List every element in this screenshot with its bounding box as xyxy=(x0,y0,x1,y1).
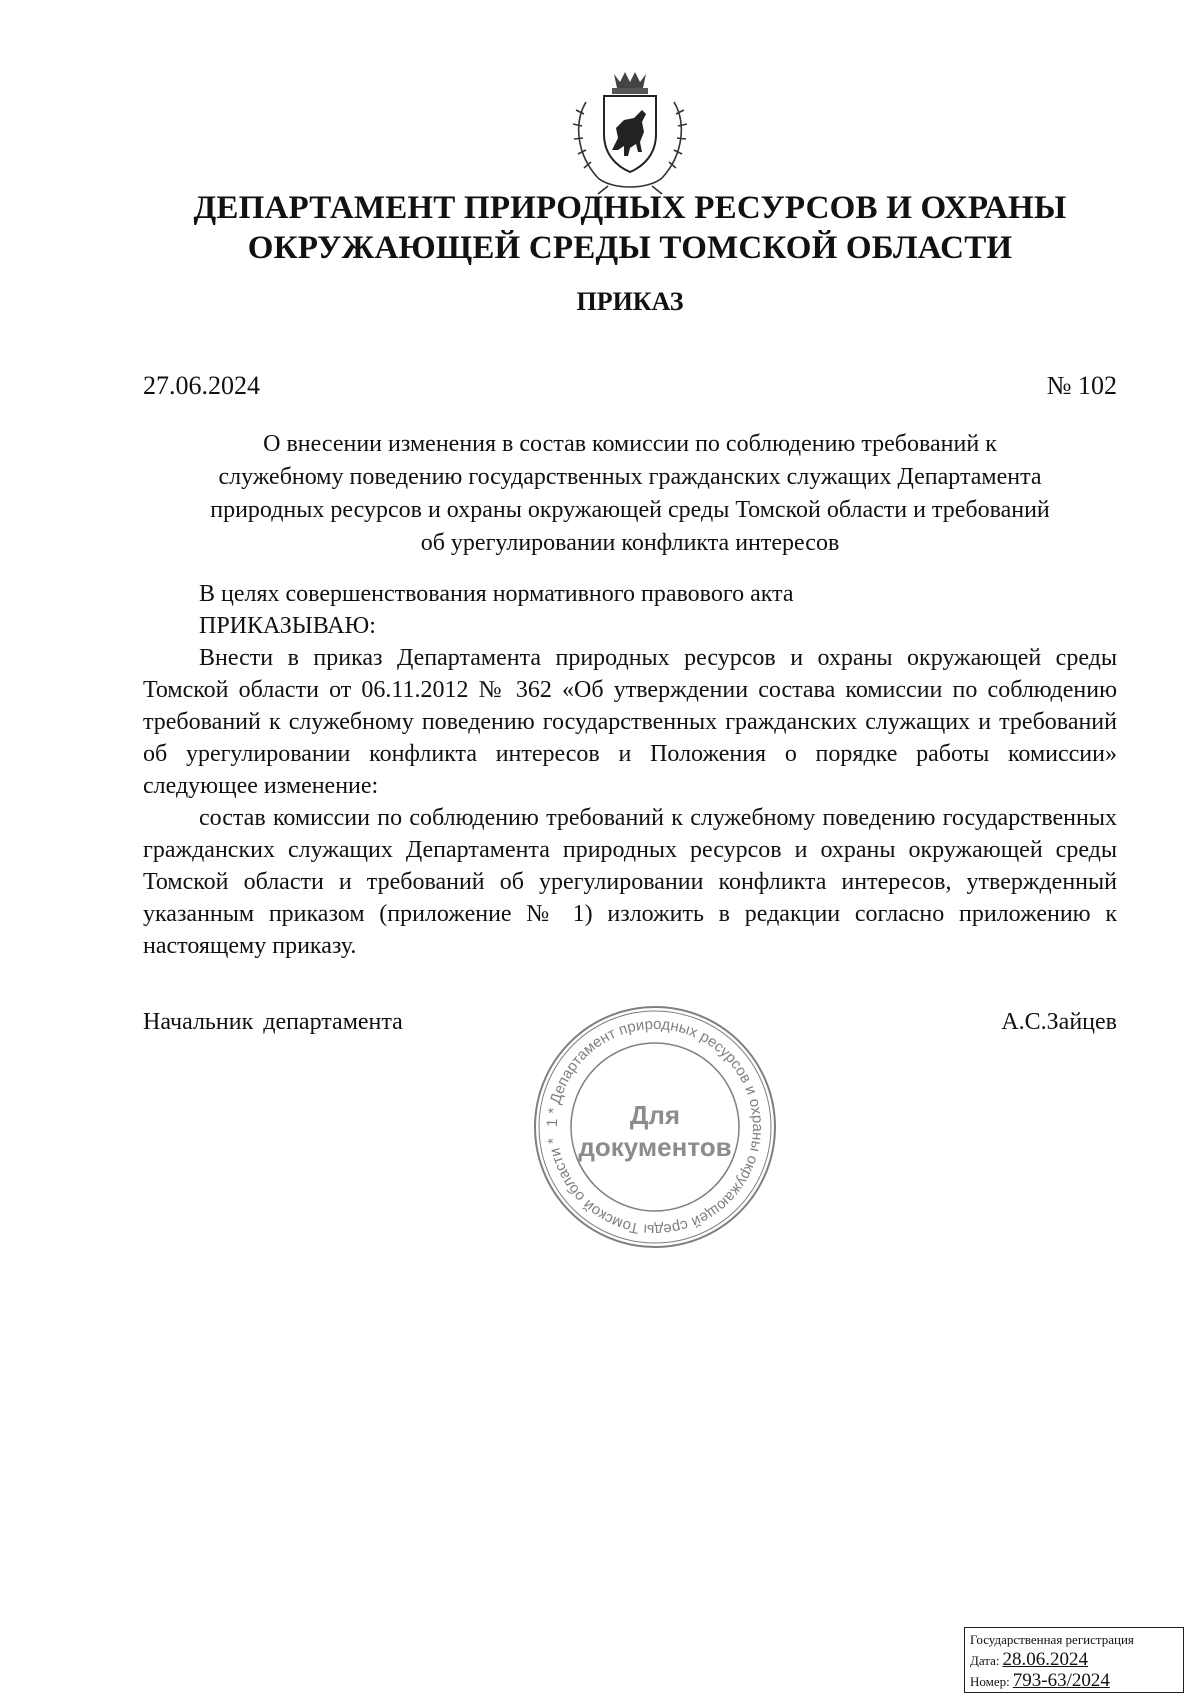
registration-date-label: Дата: xyxy=(970,1653,1000,1668)
stamp-center-line-2: документов xyxy=(578,1132,732,1162)
stamp-ring-text: 1 * Департамент природных ресурсов и охраны окружающей среды Томской области * xyxy=(543,1015,767,1239)
preamble: В целях совершенствования нормативного правового акта xyxy=(199,581,794,607)
subject-line: О внесении изменения в состав комиссии по соблюдению требований к xyxy=(263,431,997,457)
document-type: ПРИКАЗ xyxy=(576,287,684,316)
subject-line: природных ресурсов и охраны окружающей среды Томской области и требований xyxy=(210,497,1050,523)
document-date: 27.06.2024 xyxy=(143,371,260,400)
registration-number-value: 793-63/2024 xyxy=(1012,1670,1110,1691)
registration-box xyxy=(964,1627,1184,1693)
order-paragraph-2: состав комиссии по соблюдению требований к служебному поведению государственных гражданских служащих Департамента природных ресурсов и охраны окружающей среды Томской области и требований об урегулировании конфликта интересов, утвержденный указанным приказом (приложение № 1) изложить в редакции согласно приложению к настоящему приказу. xyxy=(143,805,1117,959)
document-stamp xyxy=(530,1002,780,1252)
subject-line: служебному поведению государственных гражданских служащих Департамента xyxy=(218,464,1042,490)
organization-title: ДЕПАРТАМЕНТ ПРИРОДНЫХ РЕСУРСОВ И ОХРАНЫ ОКРУЖАЮЩЕЙ СРЕДЫ ТОМСКОЙ ОБЛАСТИ xyxy=(193,190,1067,266)
registration-date-value: 28.06.2024 xyxy=(1002,1649,1089,1670)
registration-number-row xyxy=(970,1671,1178,1692)
order-word: ПРИКАЗЫВАЮ: xyxy=(199,613,376,639)
signatory-name: А.С.Зайцев xyxy=(1001,1009,1117,1035)
signatory-title: Начальник департамента xyxy=(143,1009,403,1035)
registration-date-row xyxy=(970,1650,1178,1671)
coat-of-arms-icon xyxy=(568,62,692,198)
registration-heading: Государственная регистрация xyxy=(970,1632,1134,1647)
order-paragraph-1: Внести в приказ Департамента природных ресурсов и охраны окружающей среды Томской области от 06.11.2012 № 362 «Об утверждении состава комиссии по соблюдению требований к служебному поведению государственных гражданских служащих и требований об урегулировании конфликта интересов и Положения о порядке работы комиссии» следующее изменение: xyxy=(143,645,1117,799)
subject-line: об урегулировании конфликта интересов xyxy=(420,530,840,556)
document-number: № 102 xyxy=(1046,371,1117,400)
document-subject xyxy=(143,428,1117,560)
stamp-center-line-1: Для xyxy=(629,1100,681,1130)
registration-number-label: Номер: xyxy=(970,1674,1010,1689)
